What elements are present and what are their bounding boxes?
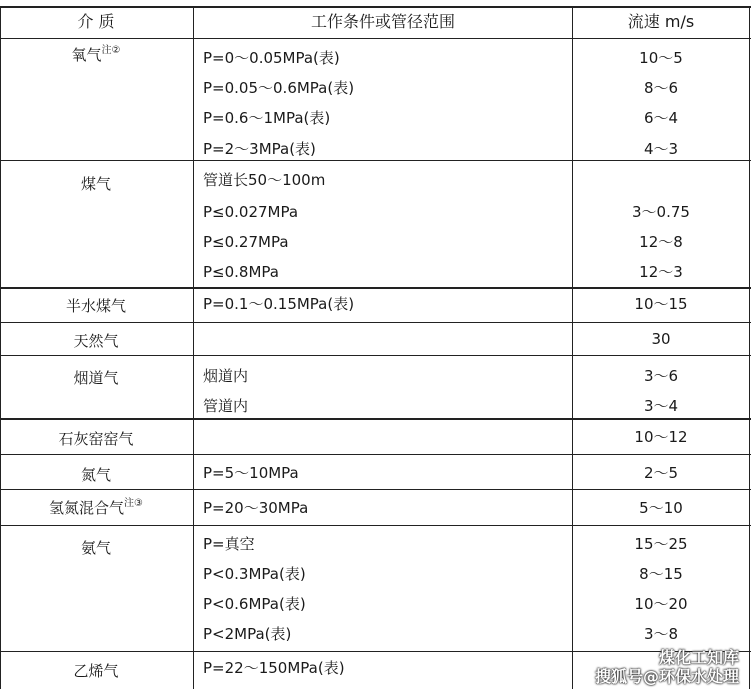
note-3: 注③ [124, 498, 143, 509]
medium-ethylene: 乙烯气 [73, 662, 119, 680]
watermark-line-1: 煤化工知库 [658, 648, 739, 667]
medium-ammonia: 氨气 [80, 539, 111, 557]
velocity-cell: 10～5 [639, 49, 683, 67]
velocity-cell: 12～8 [639, 233, 683, 251]
table-right-edge [749, 6, 750, 689]
velocity-cell: 2～5 [643, 464, 679, 482]
condition-cell: P=5～10MPa [203, 464, 299, 482]
velocity-cell: 12～3 [639, 263, 683, 281]
velocity-cell: 8～6 [643, 79, 679, 97]
rule-group-3 [0, 322, 751, 323]
condition-cell: P<0.6MPa(表) [203, 595, 306, 613]
rule-top [0, 6, 751, 8]
condition-cell: P=22～150MPa(表) [203, 659, 345, 677]
rule-group-5 [0, 418, 751, 420]
condition-cell: P≤0.027MPa [203, 203, 299, 221]
medium-flue-gas: 烟道气 [73, 369, 119, 387]
condition-cell: P<2MPa(表) [203, 625, 292, 643]
note-2: 注② [101, 45, 121, 56]
rule-group-2 [0, 287, 751, 289]
velocity-cell: 10～15 [634, 295, 688, 313]
velocity-cell: 30 [651, 330, 671, 348]
condition-cell: 管道内 [203, 397, 249, 415]
condition-cell: 管道长50～100m [203, 171, 326, 189]
header-condition: 工作条件或管径范围 [310, 12, 455, 31]
velocity-cell: 8～15 [639, 565, 683, 583]
medium-nitrogen: 氮气 [80, 466, 111, 484]
condition-cell: P=0.05～0.6MPa(表) [203, 79, 355, 97]
condition-cell: P=20～30MPa [203, 499, 309, 517]
velocity-cell: 5～10 [639, 499, 683, 517]
medium-lime-kiln-gas: 石灰窑窑气 [58, 430, 134, 448]
medium-semi-water-gas: 半水煤气 [65, 297, 126, 315]
medium-oxygen: 氧气$^{注②}$ [71, 45, 121, 64]
rule-group-1 [0, 160, 751, 161]
condition-cell: P=0.6～1MPa(表) [203, 109, 331, 127]
condition-cell: P≤0.27MPa [203, 233, 289, 251]
rule-group-6 [0, 454, 751, 455]
condition-cell: P=2～3MPa(表) [203, 140, 316, 158]
velocity-cell: 3～0.75 [632, 203, 690, 221]
watermark-line-2: 搜狐号@环保水处理 [594, 667, 739, 686]
rule-group-8 [0, 525, 751, 526]
condition-cell: P=0.1～0.15MPa(表) [203, 295, 355, 313]
col-divider-1 [193, 6, 194, 689]
velocity-cell: 10～20 [634, 595, 688, 613]
header-velocity: 流速 m/s [627, 12, 695, 31]
condition-cell: P=0～0.05MPa(表) [203, 49, 340, 67]
velocity-cell: 10～12 [634, 428, 688, 446]
medium-hydrogen-nitrogen-mix: 氢氮混合气$^{注③}$ [49, 498, 143, 517]
condition-cell: 烟道内 [203, 367, 249, 385]
header-medium: 介 质 [77, 12, 115, 31]
rule-group-4 [0, 355, 751, 356]
medium-coal-gas: 煤气 [80, 175, 111, 193]
velocity-cell: 3～8 [643, 625, 679, 643]
velocity-cell: 6～4 [643, 109, 679, 127]
velocity-cell: 3～6 [643, 367, 679, 385]
rule-group-7 [0, 489, 751, 490]
rule-header [0, 38, 751, 39]
velocity-cell: 15～25 [634, 535, 688, 553]
condition-cell: P<0.3MPa(表) [203, 565, 306, 583]
velocity-cell: 3～4 [643, 397, 679, 415]
condition-cell: P=真空 [203, 535, 255, 553]
condition-cell: P≤0.8MPa [203, 263, 279, 281]
rule-group-9 [0, 651, 751, 652]
velocity-cell: 4～3 [643, 140, 679, 158]
medium-natural-gas: 天然气 [73, 332, 119, 350]
